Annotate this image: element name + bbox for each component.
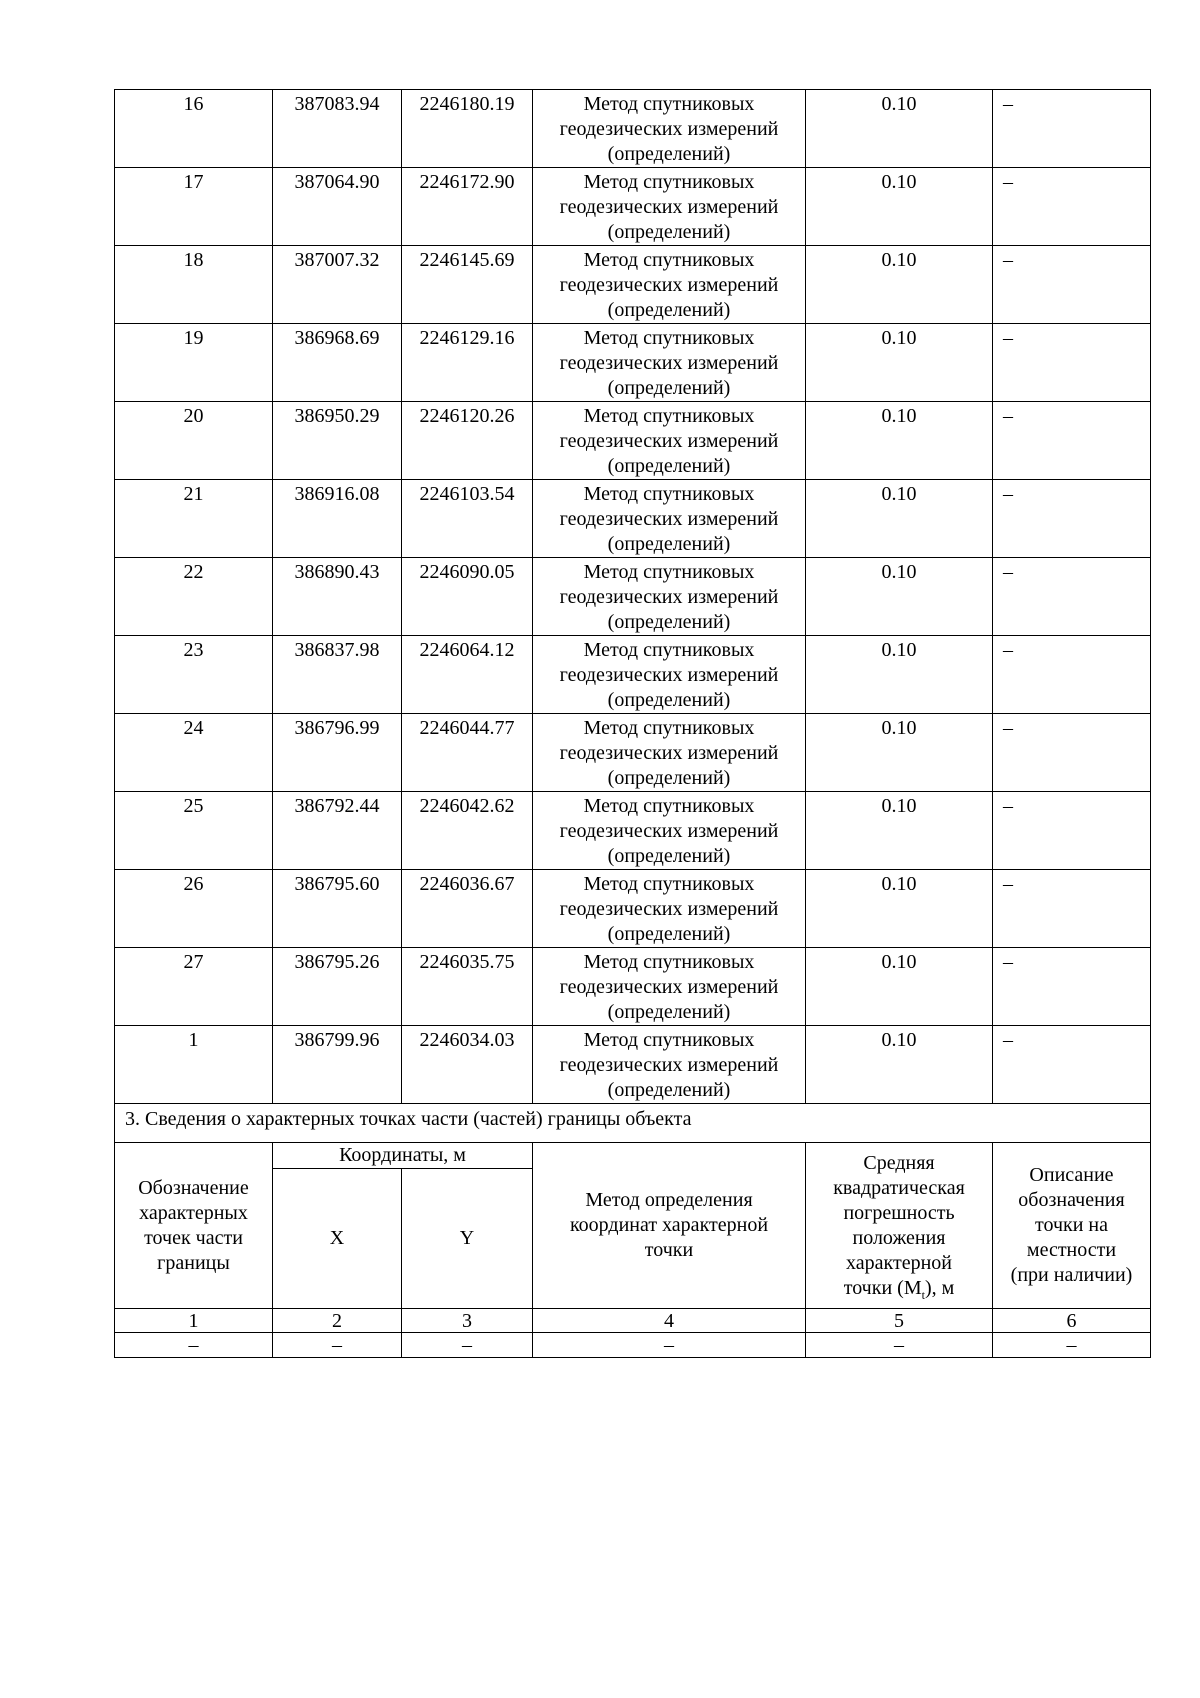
x-coordinate-cell: 387064.90	[273, 168, 402, 246]
empty-cell: –	[402, 1333, 533, 1358]
point-number-cell: 19	[115, 324, 273, 402]
table-row	[115, 792, 1151, 870]
method-cell: Метод спутниковых геодезических измерений (определений)	[533, 636, 806, 714]
y-coordinate-cell: 2246172.90	[402, 168, 533, 246]
error-cell: 0.10	[806, 324, 993, 402]
y-coordinate-cell: 2246035.75	[402, 948, 533, 1026]
data-rows	[115, 90, 1151, 1104]
boundary-points-table	[114, 89, 1151, 1358]
empty-cell: –	[533, 1333, 806, 1358]
x-coordinate-cell: 387007.32	[273, 246, 402, 324]
empty-cell: –	[115, 1333, 273, 1358]
table-row	[115, 90, 1151, 168]
x-coordinate-cell: 387083.94	[273, 90, 402, 168]
error-cell: 0.10	[806, 792, 993, 870]
column-number: 1	[115, 1309, 273, 1333]
description-cell: –	[993, 90, 1151, 168]
method-cell: Метод спутниковых геодезических измерений (определений)	[533, 948, 806, 1026]
empty-row	[115, 1333, 1151, 1358]
point-number-cell: 20	[115, 402, 273, 480]
y-coordinate-cell: 2246036.67	[402, 870, 533, 948]
error-cell: 0.10	[806, 1026, 993, 1104]
column-number: 2	[273, 1309, 402, 1333]
method-cell: Метод спутниковых геодезических измерений (определений)	[533, 714, 806, 792]
y-coordinate-cell: 2246064.12	[402, 636, 533, 714]
empty-cell: –	[273, 1333, 402, 1358]
x-coordinate-cell: 386792.44	[273, 792, 402, 870]
header-description: Описание обозначения точки на местности (при наличии)	[993, 1143, 1151, 1309]
description-cell: –	[993, 714, 1151, 792]
header-method: Метод определения координат характерной точки	[533, 1143, 806, 1309]
description-cell: –	[993, 636, 1151, 714]
point-number-cell: 26	[115, 870, 273, 948]
section-3-title: 3. Сведения о характерных точках части (частей) границы объекта	[115, 1104, 1151, 1143]
error-cell: 0.10	[806, 558, 993, 636]
method-cell: Метод спутниковых геодезических измерений (определений)	[533, 90, 806, 168]
x-coordinate-cell: 386796.99	[273, 714, 402, 792]
method-cell: Метод спутниковых геодезических измерений (определений)	[533, 402, 806, 480]
y-coordinate-cell: 2246044.77	[402, 714, 533, 792]
point-number-cell: 18	[115, 246, 273, 324]
description-cell: –	[993, 480, 1151, 558]
description-cell: –	[993, 558, 1151, 636]
x-coordinate-cell: 386968.69	[273, 324, 402, 402]
error-cell: 0.10	[806, 714, 993, 792]
y-coordinate-cell: 2246034.03	[402, 1026, 533, 1104]
column-number-row	[115, 1309, 1151, 1333]
header-coordinates: Координаты, м	[273, 1143, 533, 1169]
error-cell: 0.10	[806, 480, 993, 558]
y-coordinate-cell: 2246090.05	[402, 558, 533, 636]
table-row	[115, 324, 1151, 402]
description-cell: –	[993, 246, 1151, 324]
section-3	[115, 1104, 1151, 1358]
table-row	[115, 246, 1151, 324]
column-number: 5	[806, 1309, 993, 1333]
method-cell: Метод спутниковых геодезических измерений (определений)	[533, 558, 806, 636]
point-number-cell: 1	[115, 1026, 273, 1104]
header-error-subscript: t	[921, 1287, 925, 1302]
table-row	[115, 714, 1151, 792]
x-coordinate-cell: 386795.60	[273, 870, 402, 948]
header-x: X	[273, 1169, 402, 1309]
table-row	[115, 636, 1151, 714]
x-coordinate-cell: 386950.29	[273, 402, 402, 480]
table-row	[115, 168, 1151, 246]
empty-cell: –	[993, 1333, 1151, 1358]
method-cell: Метод спутниковых геодезических измерений (определений)	[533, 792, 806, 870]
description-cell: –	[993, 402, 1151, 480]
x-coordinate-cell: 386890.43	[273, 558, 402, 636]
point-number-cell: 21	[115, 480, 273, 558]
column-number: 3	[402, 1309, 533, 1333]
column-number: 6	[993, 1309, 1151, 1333]
header-error	[806, 1143, 993, 1309]
empty-cell: –	[806, 1333, 993, 1358]
header-error-unit: ), м	[924, 1276, 955, 1299]
table-row	[115, 480, 1151, 558]
description-cell: –	[993, 792, 1151, 870]
point-number-cell: 27	[115, 948, 273, 1026]
error-cell: 0.10	[806, 168, 993, 246]
table-row	[115, 558, 1151, 636]
point-number-cell: 16	[115, 90, 273, 168]
y-coordinate-cell: 2246103.54	[402, 480, 533, 558]
y-coordinate-cell: 2246042.62	[402, 792, 533, 870]
y-coordinate-cell: 2246145.69	[402, 246, 533, 324]
x-coordinate-cell: 386799.96	[273, 1026, 402, 1104]
table-row	[115, 948, 1151, 1026]
description-cell: –	[993, 1026, 1151, 1104]
error-cell: 0.10	[806, 246, 993, 324]
point-number-cell: 25	[115, 792, 273, 870]
point-number-cell: 17	[115, 168, 273, 246]
error-cell: 0.10	[806, 402, 993, 480]
table-row	[115, 402, 1151, 480]
description-cell: –	[993, 324, 1151, 402]
column-number: 4	[533, 1309, 806, 1333]
error-cell: 0.10	[806, 90, 993, 168]
x-coordinate-cell: 386795.26	[273, 948, 402, 1026]
point-number-cell: 23	[115, 636, 273, 714]
y-coordinate-cell: 2246120.26	[402, 402, 533, 480]
description-cell: –	[993, 168, 1151, 246]
point-number-cell: 22	[115, 558, 273, 636]
y-coordinate-cell: 2246129.16	[402, 324, 533, 402]
method-cell: Метод спутниковых геодезических измерений (определений)	[533, 1026, 806, 1104]
y-coordinate-cell: 2246180.19	[402, 90, 533, 168]
table-row	[115, 1026, 1151, 1104]
header-y: Y	[402, 1169, 533, 1309]
point-number-cell: 24	[115, 714, 273, 792]
method-cell: Метод спутниковых геодезических измерений (определений)	[533, 246, 806, 324]
error-cell: 0.10	[806, 636, 993, 714]
table-row	[115, 870, 1151, 948]
description-cell: –	[993, 948, 1151, 1026]
error-cell: 0.10	[806, 948, 993, 1026]
method-cell: Метод спутниковых геодезических измерений (определений)	[533, 168, 806, 246]
method-cell: Метод спутниковых геодезических измерений (определений)	[533, 870, 806, 948]
error-cell: 0.10	[806, 870, 993, 948]
x-coordinate-cell: 386837.98	[273, 636, 402, 714]
method-cell: Метод спутниковых геодезических измерений (определений)	[533, 324, 806, 402]
header-designation: Обозначение характерных точек части границы	[115, 1143, 273, 1309]
header-error-text: Средняя квадратическая погрешность положения характерной точки (M	[833, 1151, 965, 1299]
x-coordinate-cell: 386916.08	[273, 480, 402, 558]
description-cell: –	[993, 870, 1151, 948]
method-cell: Метод спутниковых геодезических измерений (определений)	[533, 480, 806, 558]
